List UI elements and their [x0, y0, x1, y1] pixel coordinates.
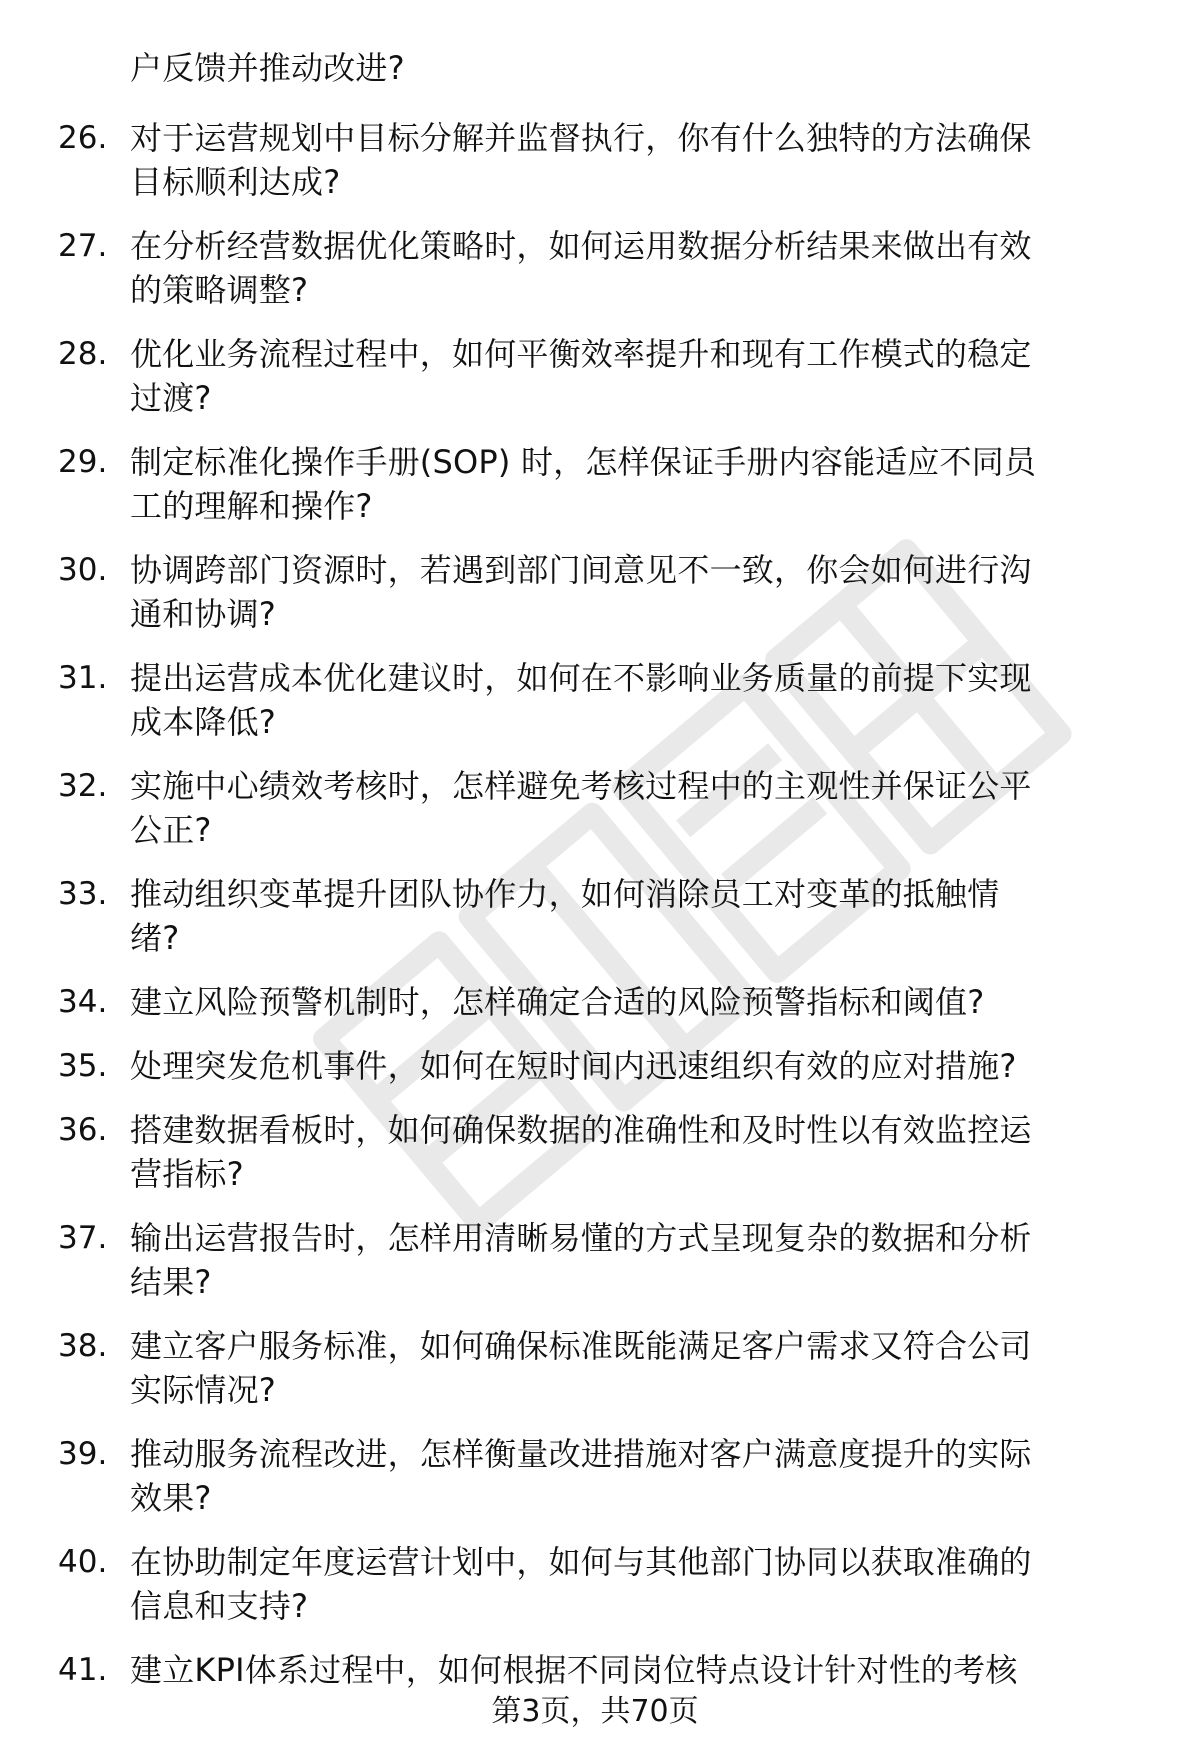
question-line-1: 推动组织变革提升团队协作力，如何消除员工对变革的抵触情: [130, 875, 1000, 913]
question-line-2: 信息和支持?: [130, 1587, 309, 1625]
question-line-1: 建立KPI体系过程中，如何根据不同岗位特点设计针对性的考核: [130, 1651, 1018, 1689]
question-line-2: 结果?: [130, 1263, 212, 1301]
question-line-1: 提出运营成本优化建议时，如何在不影响业务质量的前提下实现: [130, 659, 1032, 697]
question-number: 39.: [58, 1436, 108, 1472]
question-number: 37.: [58, 1220, 108, 1256]
question-number: 26.: [58, 120, 108, 156]
question-line-1: 实施中心绩效考核时，怎样避免考核过程中的主观性并保证公平: [130, 767, 1032, 805]
question-line-1: 处理突发危机事件，如何在短时间内迅速组织有效的应对措施?: [130, 1047, 1017, 1085]
question-line-1: 输出运营报告时，怎样用清晰易懂的方式呈现复杂的数据和分析: [130, 1219, 1032, 1257]
question-number: 29.: [58, 444, 108, 480]
continuation-text: 户反馈并推动改进?: [130, 49, 405, 87]
question-line-2: 效果?: [130, 1479, 212, 1517]
question-line-2: 营指标?: [130, 1155, 244, 1193]
question-line-1: 建立风险预警机制时，怎样确定合适的风险预警指标和阈值?: [130, 983, 985, 1021]
question-line-1: 对于运营规划中目标分解并监督执行，你有什么独特的方法确保: [130, 119, 1032, 157]
question-line-1: 建立客户服务标准，如何确保标准既能满足客户需求又符合公司: [130, 1327, 1032, 1365]
page-number: 第3页，共70页: [491, 1694, 699, 1729]
question-number: 38.: [58, 1328, 108, 1364]
question-line-2: 过渡?: [130, 379, 212, 417]
question-number: 36.: [58, 1112, 108, 1148]
question-line-1: 搭建数据看板时，如何确保数据的准确性和及时性以有效监控运: [130, 1111, 1032, 1149]
question-number: 32.: [58, 768, 108, 804]
question-line-2: 绪?: [130, 919, 180, 957]
question-line-2: 工的理解和操作?: [130, 487, 373, 525]
question-number: 33.: [58, 876, 108, 912]
question-number: 28.: [58, 336, 108, 372]
question-line-2: 公正?: [130, 811, 212, 849]
question-number: 27.: [58, 228, 108, 264]
question-line-1: 在分析经营数据优化策略时，如何运用数据分析结果来做出有效: [130, 227, 1032, 265]
question-number: 41.: [58, 1652, 108, 1688]
question-line-2: 通和协调?: [130, 595, 276, 633]
question-line-2: 实际情况?: [130, 1371, 276, 1409]
question-number: 35.: [58, 1048, 108, 1084]
question-number: 40.: [58, 1544, 108, 1580]
question-line-1: 推动服务流程改进，怎样衡量改进措施对客户满意度提升的实际: [130, 1435, 1032, 1473]
question-line-2: 成本降低?: [130, 703, 276, 741]
question-number: 34.: [58, 984, 108, 1020]
question-number: 30.: [58, 552, 108, 588]
question-line-1: 制定标准化操作手册(SOP) 时，怎样保证手册内容能适应不同员: [130, 443, 1037, 481]
question-line-1: 协调跨部门资源时，若遇到部门间意见不一致，你会如何进行沟: [130, 551, 1032, 589]
question-number: 31.: [58, 660, 108, 696]
question-line-1: 在协助制定年度运营计划中，如何与其他部门协同以获取准确的: [130, 1543, 1032, 1581]
question-line-2: 的策略调整?: [130, 271, 309, 309]
question-line-2: 目标顺利达成?: [130, 163, 341, 201]
question-line-1: 优化业务流程过程中，如何平衡效率提升和现有工作模式的稳定: [130, 335, 1032, 373]
